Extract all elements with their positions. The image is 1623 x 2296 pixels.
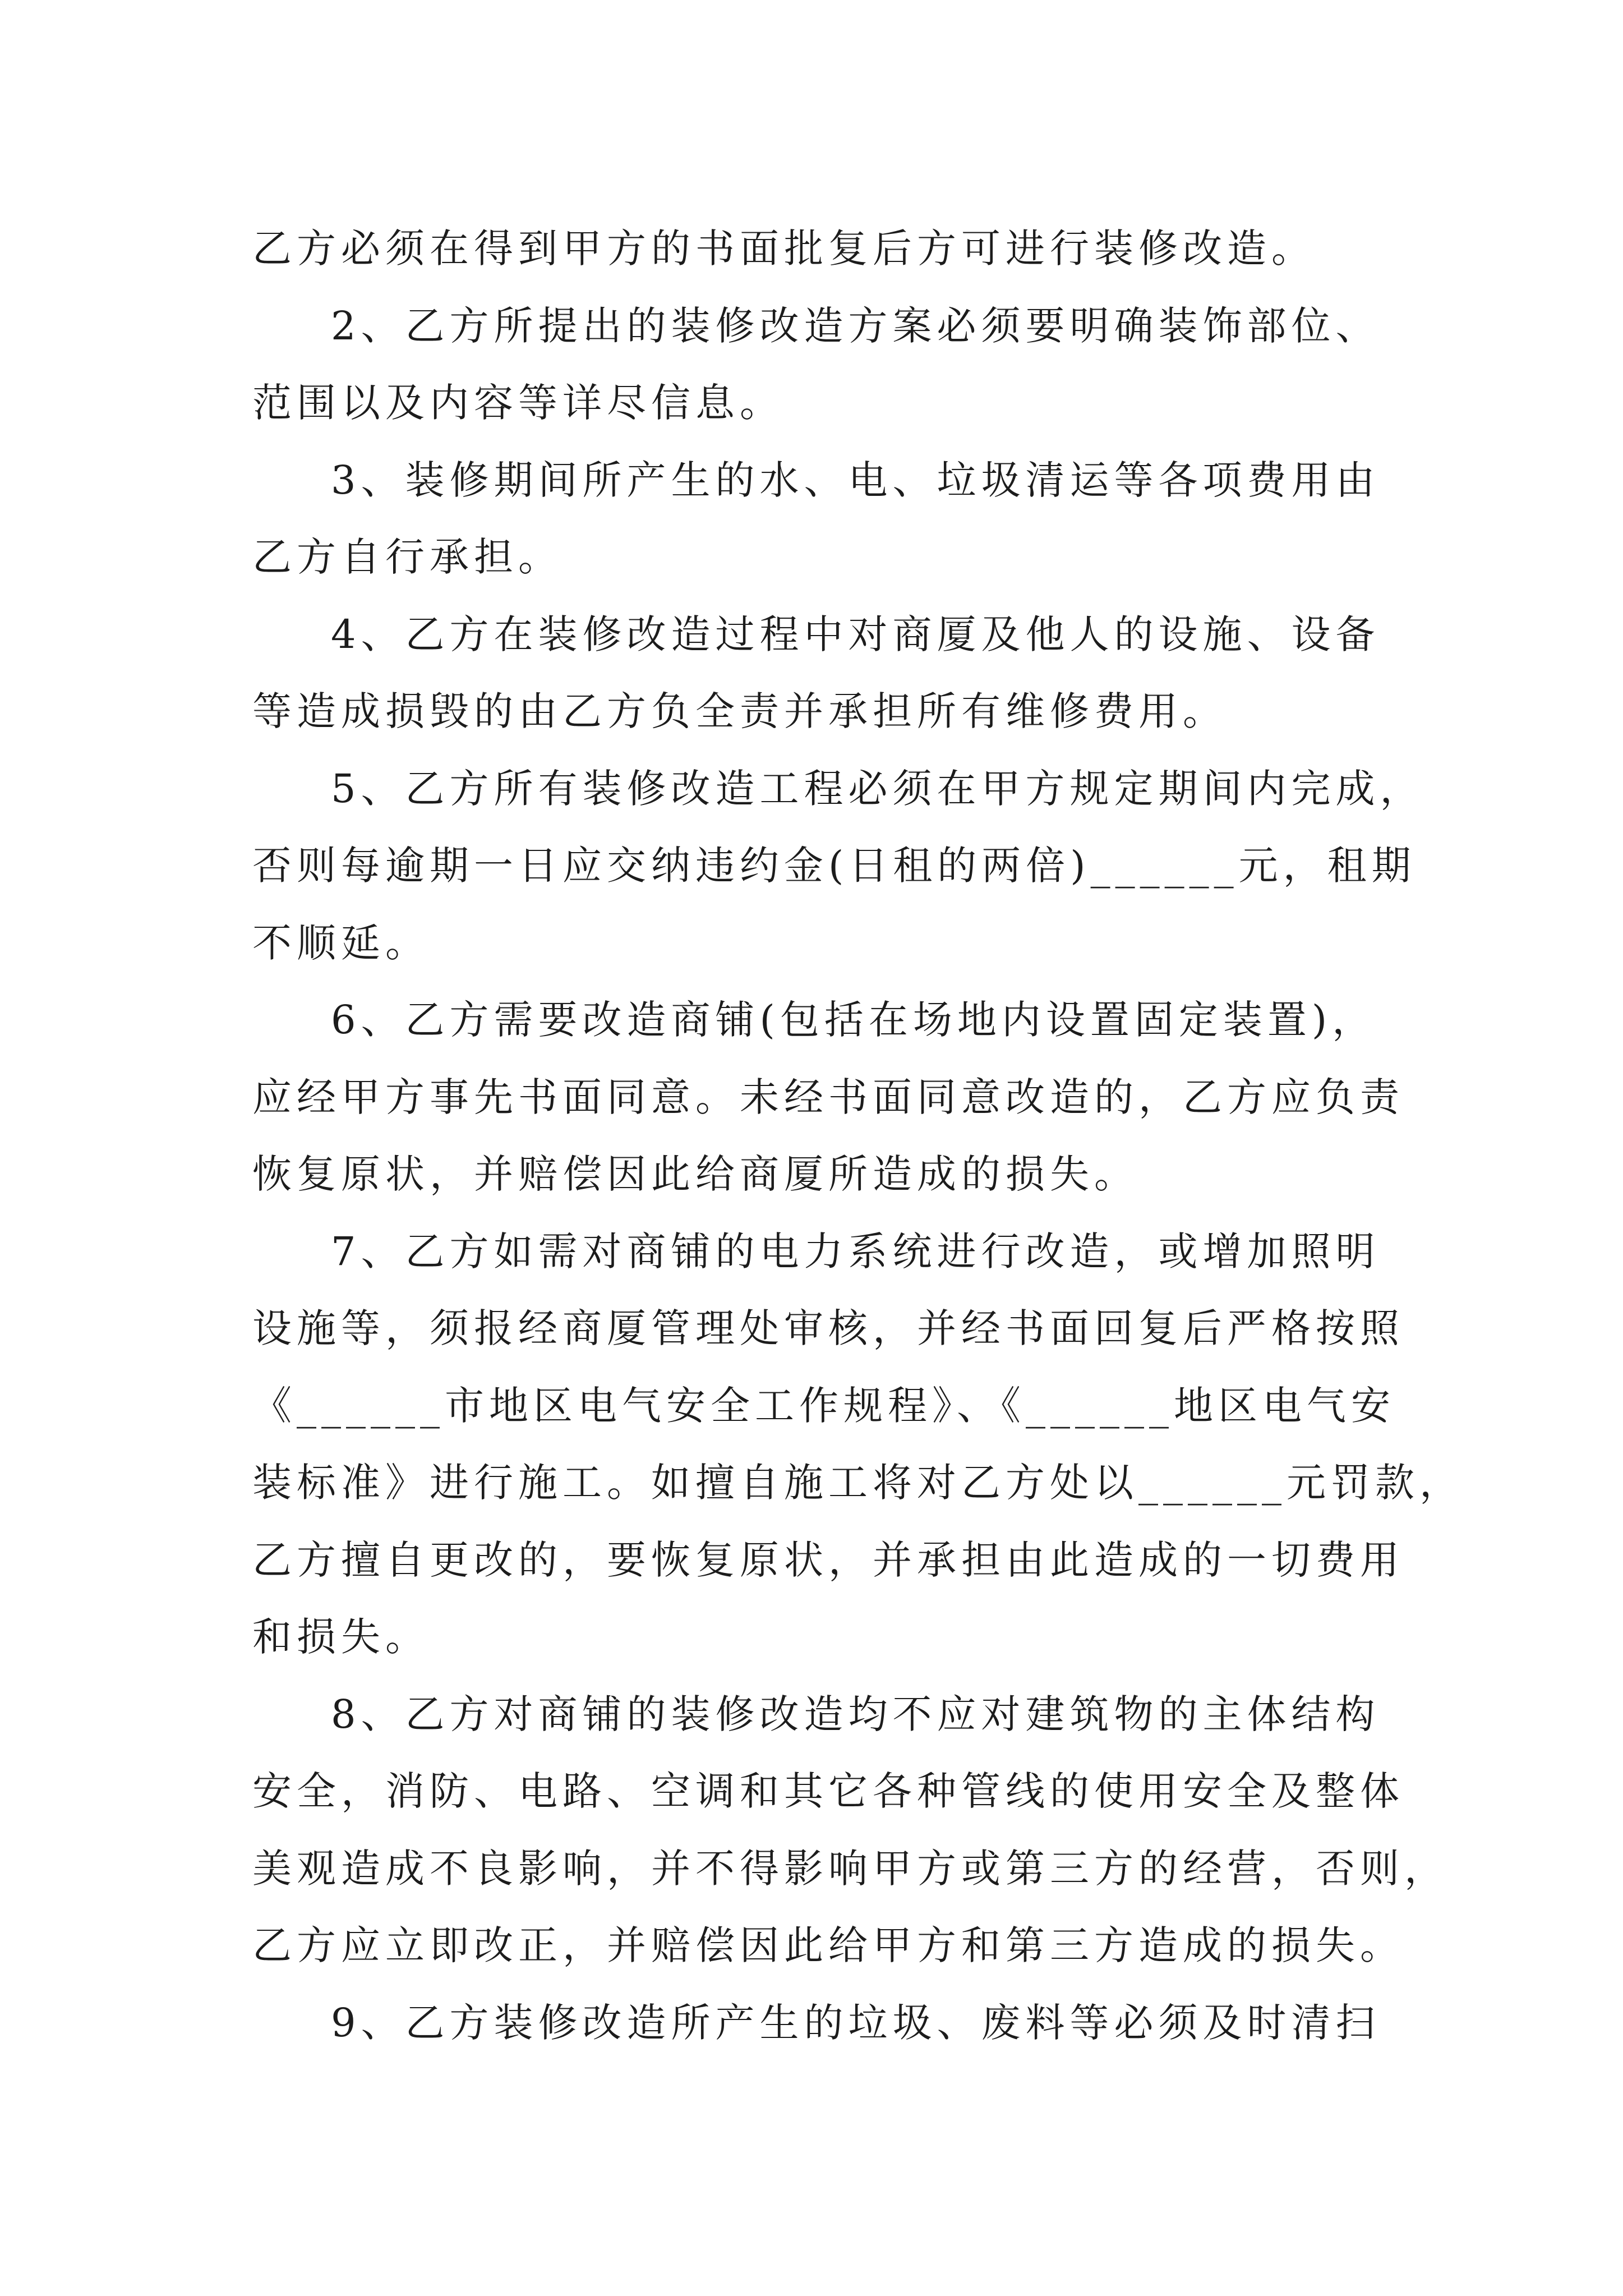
paragraph-start-line: 6、乙方需要改造商铺(包括在场地内设置固定装置)， xyxy=(331,997,1377,1043)
text-line: 安全，消防、电路、空调和其它各种管线的使用安全及整体 xyxy=(252,1768,1404,1814)
text-line: 乙方必须在得到甲方的书面批复后方可进行装修改造。 xyxy=(252,226,1316,272)
text-line: 乙方自行承担。 xyxy=(252,534,562,580)
paragraph-start-line: 7、乙方如需对商铺的电力系统进行改造，或增加照明 xyxy=(331,1228,1380,1274)
text-line: 美观造成不良影响，并不得影响甲方或第三方的经营，否则， xyxy=(252,1845,1449,1892)
text-line: 乙方擅自更改的，要恢复原状，并承担由此造成的一切费用 xyxy=(252,1536,1404,1583)
paragraph-start-line: 2、乙方所提出的装修改造方案必须要明确装饰部位、 xyxy=(331,302,1380,349)
paragraph-start-line: 5、乙方所有装修改造工程必须在甲方规定期间内完成， xyxy=(331,765,1424,812)
paragraph-start-line: 8、乙方对商铺的装修改造均不应对建筑物的主体结构 xyxy=(331,1691,1380,1737)
text-line: 和损失。 xyxy=(252,1614,430,1660)
text-line: 应经甲方事先书面同意。未经书面同意改造的，乙方应负责 xyxy=(252,1074,1404,1120)
document-body xyxy=(252,210,1464,2062)
text-line: 范围以及内容等详尽信息。 xyxy=(252,380,784,426)
text-line: 装标准》进行施工。如擅自施工将对乙方处以______元罚款， xyxy=(252,1460,1464,1506)
paragraph-start-line: 9、乙方装修改造所产生的垃圾、废料等必须及时清扫 xyxy=(331,1999,1380,2046)
text-line: 乙方应立即改正，并赔偿因此给甲方和第三方造成的损失。 xyxy=(252,1922,1404,1968)
paragraph-start-line: 3、装修期间所产生的水、电、垃圾清运等各项费用由 xyxy=(331,457,1380,503)
text-line: 否则每逾期一日应交纳违约金(日租的两倍)______元，租期 xyxy=(252,843,1416,889)
text-line: 不顺延。 xyxy=(252,919,430,966)
text-line: 等造成损毁的由乙方负全责并承担所有维修费用。 xyxy=(252,688,1227,734)
text-line: 设施等，须报经商厦管理处审核，并经书面回复后严格按照 xyxy=(252,1305,1404,1351)
text-line: 《______市地区电气安全工作规程》、《______地区电气安 xyxy=(252,1382,1395,1429)
text-line: 恢复原状，并赔偿因此给商厦所造成的损失。 xyxy=(252,1151,1138,1197)
paragraph-start-line: 4、乙方在装修改造过程中对商厦及他人的设施、设备 xyxy=(331,611,1380,657)
